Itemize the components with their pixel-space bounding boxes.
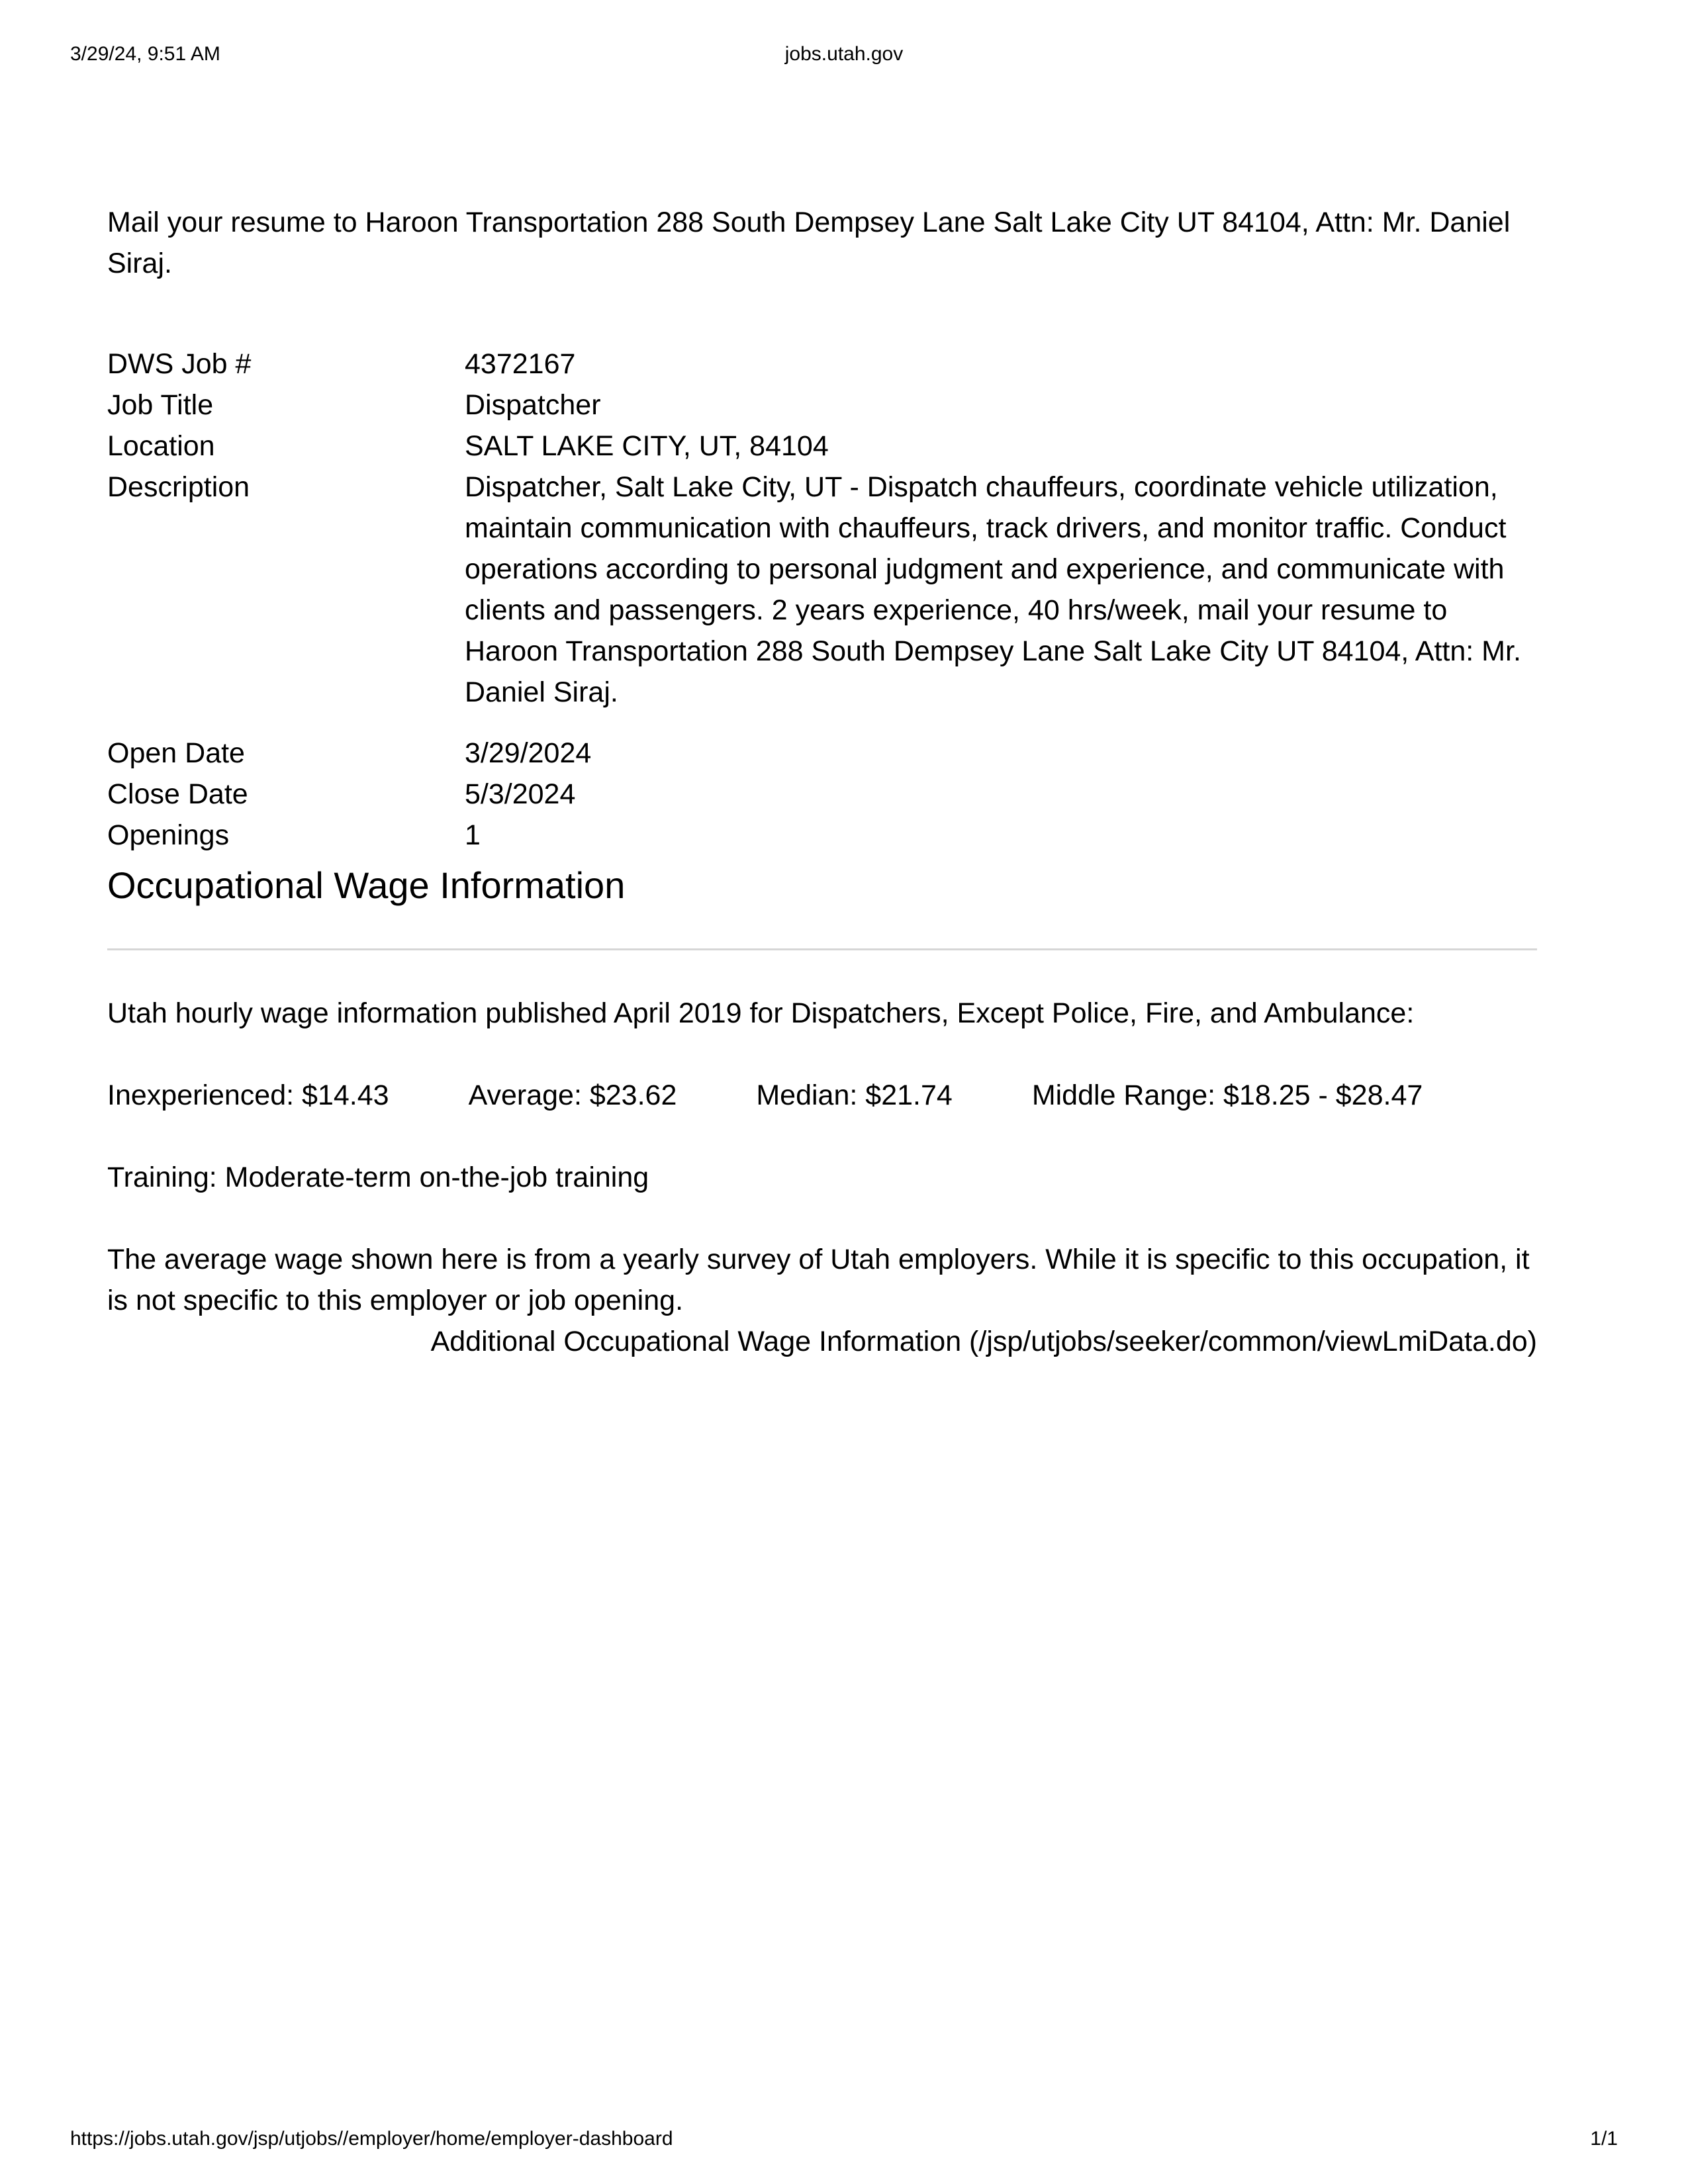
openings-value: 1 bbox=[465, 819, 481, 851]
description-label: Description bbox=[107, 471, 250, 503]
wage-middle-range: Middle Range: $18.25 - $28.47 bbox=[1031, 1079, 1423, 1111]
location-label: Location bbox=[107, 430, 215, 462]
divider bbox=[107, 948, 1537, 950]
location-value: SALT LAKE CITY, UT, 84104 bbox=[465, 430, 829, 462]
wage-inexperienced: Inexperienced: $14.43 bbox=[107, 1079, 389, 1111]
wage-average: Average: $23.62 bbox=[468, 1079, 677, 1111]
print-url: https://jobs.utah.gov/jsp/utjobs//employer/home/employer-dashboard bbox=[70, 2128, 673, 2150]
wage-stats bbox=[107, 1075, 1537, 1116]
job-details bbox=[107, 343, 1537, 856]
wage-intro: Utah hourly wage information published April 2019 for Dispatchers, Except Police, Fire, and Ambulance: bbox=[107, 997, 1415, 1029]
job-title-value: Dispatcher bbox=[465, 389, 601, 421]
job-title-label: Job Title bbox=[107, 389, 214, 421]
additional-wage-info-link[interactable]: Additional Occupational Wage Information (/jsp/utjobs/seeker/common/viewLmiData.do) bbox=[430, 1326, 1537, 1357]
job-number-value: 4372167 bbox=[465, 348, 576, 380]
wage-disclaimer: The average wage shown here is from a yearly survey of Utah employers. While it is specific to this occupation, it is not specific to this employer or job opening. bbox=[107, 1244, 1530, 1316]
location-row bbox=[107, 426, 1537, 467]
wage-heading: Occupational Wage Information bbox=[107, 864, 626, 906]
print-header bbox=[70, 41, 1618, 68]
openings-label: Openings bbox=[107, 819, 230, 851]
openings-row bbox=[107, 815, 1537, 856]
print-footer bbox=[70, 2126, 1618, 2152]
job-number-label: DWS Job # bbox=[107, 348, 252, 380]
wage-median: Median: $21.74 bbox=[756, 1079, 953, 1111]
open-date-label: Open Date bbox=[107, 737, 245, 769]
wage-training: Training: Moderate-term on-the-job training bbox=[107, 1161, 649, 1193]
open-date-value: 3/29/2024 bbox=[465, 737, 592, 769]
job-number-row bbox=[107, 343, 1537, 385]
mail-resume-note: Mail your resume to Haroon Transportation 288 South Dempsey Lane Salt Lake City UT 84104, Attn: Mr. Daniel Siraj. bbox=[107, 206, 1511, 279]
open-date-row bbox=[107, 733, 1537, 774]
description-value: Dispatcher, Salt Lake City, UT - Dispatch chauffeurs, coordinate vehicle utilization, maintain communication with chauffeurs, track drivers, and monitor traffic. Conduct operations according to personal judgment and experience, and communicate with clients and passengers. 2 years experience, 40 hrs/week, mail your resume to Haroon Transportation 288 South Dempsey Lane Salt Lake City UT 84104, Attn: Mr. Daniel Siraj. bbox=[465, 471, 1521, 708]
close-date-row bbox=[107, 774, 1537, 815]
print-datetime: 3/29/24, 9:51 AM bbox=[70, 43, 220, 65]
job-posting bbox=[107, 202, 1537, 1362]
description-row bbox=[107, 467, 1537, 713]
job-title-row bbox=[107, 385, 1537, 426]
close-date-label: Close Date bbox=[107, 778, 248, 810]
page-number: 1/1 bbox=[1590, 2128, 1618, 2150]
print-site: jobs.utah.gov bbox=[784, 43, 904, 65]
close-date-value: 5/3/2024 bbox=[465, 778, 576, 810]
